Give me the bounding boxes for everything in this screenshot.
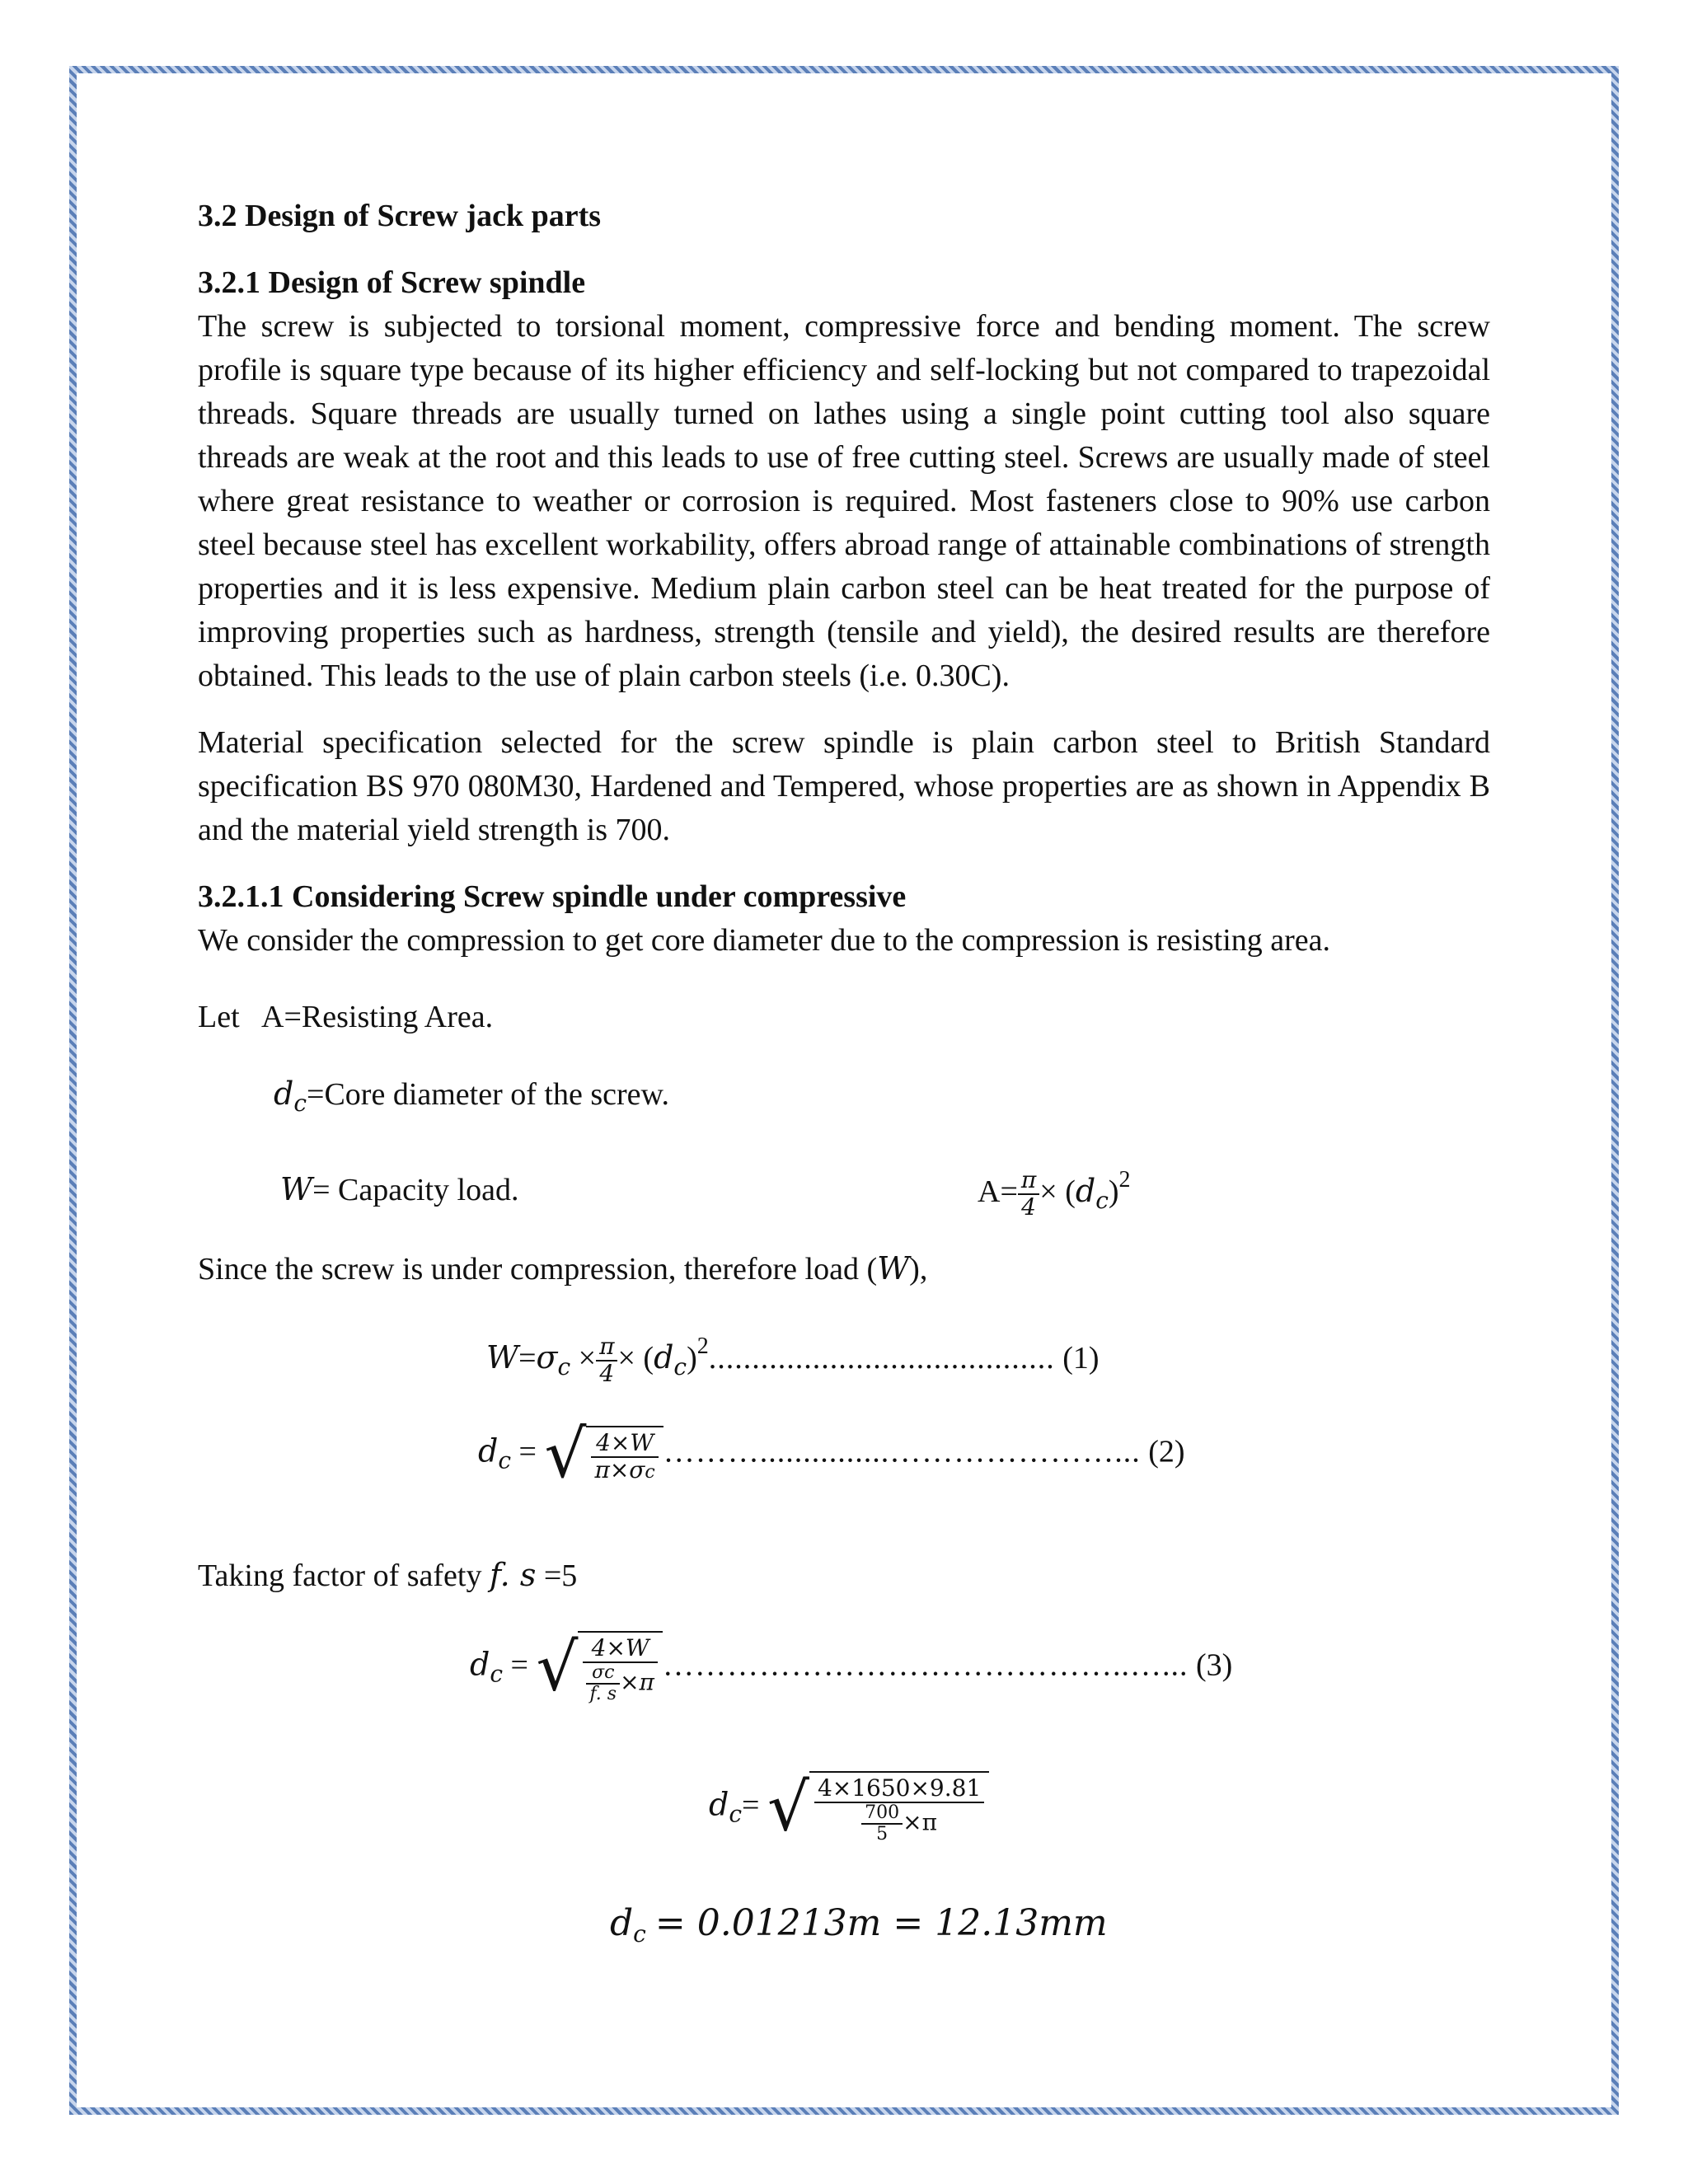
equation-3: $d_c$ = √ 4×W $\frac{\sigma c}{f. s}$ ×π ……………………………………..…... (3) <box>470 1629 1233 1706</box>
paragraph-screw-description: The screw is subjected to torsional moment, compressive force and bending moment. The screw profile is square type because of its higher efficiency and self-locking but not compared to trapezoidal threads. Square threads are usually turned on lathes using a single point cutting tool also square threads are weak at the root and this leads to use of free cutting steel. Screws are usually made of steel where great resistance to weather or corrosion is required. Most fasteners close to 90% use carbon steel because steel has excellent workability, offers abroad range of attainable combinations of strength properties and it is less expensive. Medium plain carbon steel can be heat treated for the purpose of improving properties such as hardness, strength (tensile and yield), the desired results are therefore obtained. This leads to the use of plain carbon steels (i.e. 0.30C). <box>198 309 1490 693</box>
paragraph-compression: We consider the compression to get core diameter due to the compression is resisting area. <box>198 923 1331 958</box>
let-line: Let A=Resisting Area. <box>198 1000 494 1034</box>
equation-3-label: (3) <box>1195 1647 1233 1683</box>
paragraph-material-spec: Material specification selected for the screw spindle is plain carbon steel to British Standard specification BS 970 080M30, Hardened and Tempered, whose properties are as shown in Appendix B and the material yield strength is 700. <box>198 725 1490 847</box>
subsection-heading: 3.2.1 Design of Screw spindle <box>198 265 586 300</box>
final-result: $d_c = 0.01213m = 12.13mm$ <box>610 1902 1108 1947</box>
since-line: Since the screw is under compression, therefore load (W), <box>198 1250 928 1286</box>
factor-of-safety-line: Taking factor of safety f. s =5 <box>198 1557 578 1593</box>
subsubsection-heading: 3.2.1.1 Considering Screw spindle under compressive <box>198 879 907 914</box>
numeric-substitution: $d_c=$ √ 4×1650×9.81 $\frac{700}{5}$ ×π <box>198 1771 1490 1878</box>
equation-2-label: (2) <box>1148 1434 1185 1469</box>
section-heading: 3.2 Design of Screw jack parts <box>198 199 602 233</box>
area-formula: A= $\frac{\pi}{4}$ × $(d_c)^2$ <box>978 1166 1131 1221</box>
equation-1: $W=\sigma_c$ × $\frac{\pi}{4}$ × $(d_c)^2$........................................ (1) <box>486 1333 1100 1388</box>
dc-definition: $d_c=Core$ diameter of the screw. <box>274 1076 669 1117</box>
equation-2: $d_c$ = √ $\frac{4\times W}{\pi\times\sigma c}$ ………...............…………………... (2) <box>478 1416 1185 1493</box>
equation-1-label: (1) <box>1062 1341 1100 1376</box>
document-content <box>198 194 1490 1956</box>
w-definition: W= Capacity load. <box>280 1171 519 1207</box>
w-definition-row <box>198 1158 1490 1224</box>
